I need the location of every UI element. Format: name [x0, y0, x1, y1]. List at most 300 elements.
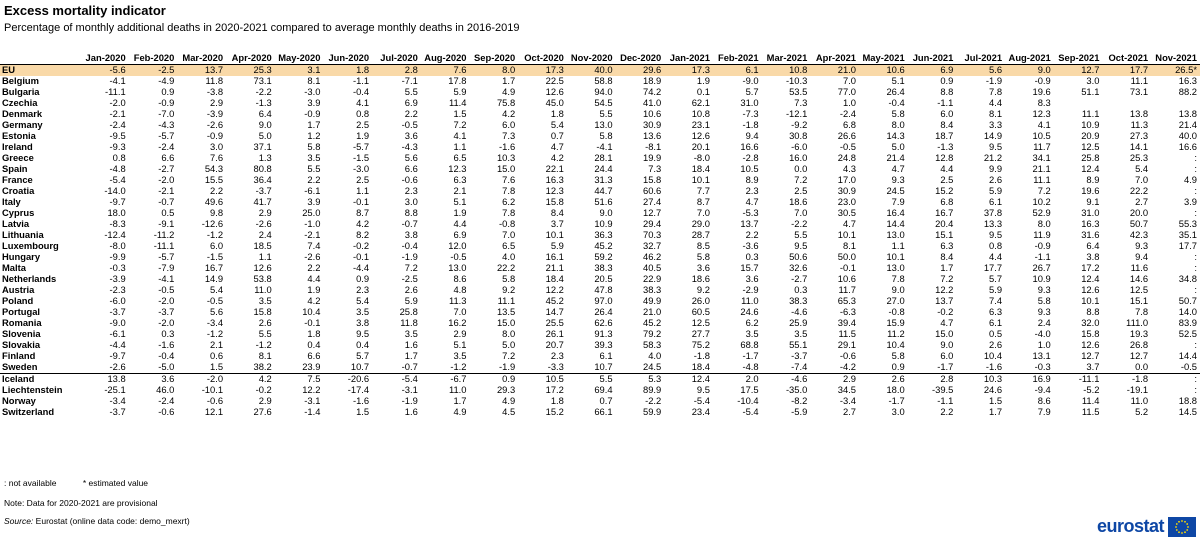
value-cell: -0.1	[352, 197, 370, 208]
table-row	[0, 385, 1200, 396]
value-cell: 12.2	[545, 285, 564, 296]
value-cell: 2.2	[307, 263, 321, 274]
value-cell: 25.0	[302, 208, 321, 219]
value-cell: 2.6	[989, 175, 1003, 186]
table-row	[0, 219, 1200, 230]
value-cell: -0.8	[888, 307, 905, 318]
value-cell: 16.4	[886, 208, 905, 219]
column-header-month: Apr-2021	[810, 52, 859, 65]
value-cell: 97.0	[594, 296, 613, 307]
value-cell: 17.2	[545, 385, 564, 396]
value-cell: 4.1	[356, 98, 370, 109]
country-cell: Spain	[2, 164, 28, 175]
value-cell: 7.2	[453, 120, 467, 131]
value-cell: 25.8	[1081, 153, 1100, 164]
value-cell: 2.9	[810, 374, 859, 386]
value-cell: 12.7	[643, 208, 662, 219]
value-cell: 14.6	[1129, 274, 1149, 285]
value-cell: 34.1	[1032, 153, 1051, 164]
value-cell: -1.8	[742, 120, 759, 131]
value-cell: 11.8	[205, 76, 224, 87]
value-cell: 7.2	[1037, 186, 1051, 197]
value-cell: -2.5	[129, 65, 178, 77]
value-cell: 73.1	[1129, 87, 1149, 98]
country-cell: Norway	[2, 396, 36, 407]
value-cell: 11.4	[1081, 396, 1100, 407]
value-cell: 8.1	[258, 351, 272, 362]
value-cell: -2.4	[839, 109, 856, 120]
value-cell: -12.1	[785, 109, 808, 120]
value-cell: 2.3	[404, 186, 418, 197]
country-cell: Germany	[2, 120, 43, 131]
value-cell: 4.4	[307, 274, 321, 285]
value-cell: 8.8	[404, 208, 418, 219]
value-cell: 58.8	[594, 76, 613, 87]
value-cell: 4.7	[940, 318, 954, 329]
value-cell: 8.3	[1037, 98, 1051, 109]
value-cell: :	[1194, 208, 1197, 219]
value-cell: 39.4	[837, 318, 856, 329]
value-cell: 9.3	[1037, 307, 1051, 318]
value-cell: 1.1	[356, 186, 370, 197]
value-cell: 6.1	[599, 351, 613, 362]
table-row	[0, 142, 1200, 153]
value-cell: -1.1	[352, 76, 370, 87]
value-cell: 5.1	[453, 340, 467, 351]
value-cell: -10.4	[737, 396, 759, 407]
value-cell: -0.1	[352, 252, 370, 263]
value-cell: 1.0	[1037, 340, 1051, 351]
value-cell: 12.3	[448, 164, 467, 175]
value-cell: -8.2	[791, 396, 808, 407]
value-cell: 13.8	[80, 374, 129, 386]
legend-estimated: * estimated value	[82, 478, 149, 488]
value-cell: 9.5	[356, 329, 370, 340]
value-cell: 12.2	[935, 285, 954, 296]
value-cell: -6.1	[304, 186, 321, 197]
value-cell: 1.7	[940, 263, 954, 274]
value-cell: -20.6	[323, 374, 372, 386]
column-header-month: Mar-2020	[177, 52, 226, 65]
value-cell: 17.3	[518, 65, 567, 77]
value-cell: 0.8	[112, 153, 126, 164]
value-cell: 5.9	[550, 241, 564, 252]
value-cell: -0.3	[1034, 362, 1051, 373]
value-cell: 10.6	[859, 65, 908, 77]
value-cell: 20.7	[545, 340, 564, 351]
flag-star	[1178, 520, 1180, 522]
value-cell: 8.2	[356, 230, 370, 241]
value-cell: 21.4	[886, 153, 905, 164]
value-cell: 5.5	[599, 109, 613, 120]
value-cell: -1.1	[937, 98, 954, 109]
value-cell: -0.5	[401, 120, 418, 131]
table-row	[0, 208, 1200, 219]
value-cell: -11.1	[105, 87, 126, 98]
value-cell: 12.7	[1054, 65, 1103, 77]
value-cell: -1.5	[206, 252, 224, 263]
value-cell: 10.8	[762, 65, 811, 77]
country-cell: Luxembourg	[2, 241, 59, 252]
value-cell: -17.4	[347, 385, 370, 396]
value-cell: 9.0	[891, 285, 905, 296]
value-cell: 5.7	[745, 87, 759, 98]
column-header-month: Jul-2020	[372, 52, 421, 65]
table-row	[0, 76, 1200, 87]
column-header-country	[0, 52, 80, 65]
value-cell: 7.9	[891, 197, 905, 208]
value-cell: 8.4	[940, 252, 954, 263]
value-cell: 4.9	[502, 87, 516, 98]
value-cell: 11.7	[838, 285, 856, 296]
flag-star	[1184, 531, 1186, 533]
value-cell: 7.5	[275, 374, 324, 386]
value-cell: 20.4	[935, 219, 954, 230]
value-cell: -6.0	[109, 296, 126, 307]
value-cell: -0.2	[352, 241, 370, 252]
value-cell: 8.4	[940, 120, 954, 131]
value-cell: 10.9	[594, 219, 613, 230]
value-cell: 5.5	[404, 87, 418, 98]
value-cell	[1151, 98, 1200, 109]
column-header-month: Oct-2020	[518, 52, 567, 65]
value-cell: 30.9	[643, 120, 662, 131]
value-cell: 3.3	[989, 120, 1003, 131]
column-header-month: Apr-2020	[226, 52, 275, 65]
value-cell: -3.9	[109, 274, 126, 285]
value-cell: 62.1	[691, 98, 710, 109]
value-cell: 19.6	[1032, 87, 1051, 98]
column-header-month: May-2020	[275, 52, 324, 65]
value-cell: 11.0	[1130, 396, 1149, 407]
value-cell: 6.5	[453, 153, 467, 164]
value-cell: -4.8	[109, 164, 126, 175]
value-cell: 1.2	[307, 131, 321, 142]
value-cell: 2.6	[404, 285, 418, 296]
country-cell: Greece	[2, 153, 34, 164]
value-cell: 38.2	[253, 362, 272, 373]
country-cell: EU	[0, 65, 80, 77]
value-cell: 5.5	[794, 230, 808, 241]
value-cell: 8.0	[502, 329, 516, 340]
value-cell: -1.3	[255, 98, 272, 109]
value-cell: 3.6	[404, 131, 418, 142]
value-cell: 15.1	[1129, 296, 1149, 307]
value-cell: 4.0	[648, 351, 662, 362]
value-cell: -0.8	[499, 219, 516, 230]
value-cell: 11.7	[1033, 142, 1051, 153]
value-cell: -0.9	[304, 109, 321, 120]
value-cell: -2.4	[158, 142, 175, 153]
column-header-month: Dec-2020	[616, 52, 665, 65]
value-cell: 7.6	[502, 175, 516, 186]
value-cell: 10.4	[302, 307, 321, 318]
excess-mortality-table	[0, 52, 1200, 418]
value-cell: 3.7	[550, 219, 564, 230]
value-cell: 4.4	[989, 98, 1003, 109]
country-cell: Italy	[2, 197, 21, 208]
value-cell: 23.4	[691, 407, 710, 418]
value-cell: -2.2	[645, 396, 662, 407]
value-cell: 12.6	[1081, 285, 1100, 296]
page-title: Excess mortality indicator	[4, 3, 166, 18]
value-cell: 0.4	[356, 340, 370, 351]
value-cell: 8.1	[989, 109, 1003, 120]
value-cell: 15.5	[204, 175, 224, 186]
value-cell: 34.8	[1178, 274, 1197, 285]
value-cell: 29.3	[496, 385, 516, 396]
value-cell: 16.2	[448, 318, 467, 329]
country-cell: Cyprus	[2, 208, 35, 219]
table-row	[0, 396, 1200, 407]
flag-star	[1181, 520, 1183, 522]
value-cell: 16.6	[740, 142, 759, 153]
value-cell: 40.5	[643, 263, 662, 274]
value-cell: 2.3	[550, 351, 564, 362]
value-cell: 2.2	[210, 186, 224, 197]
value-cell: -0.4	[158, 351, 175, 362]
value-cell: 12.8	[935, 153, 954, 164]
value-cell: 8.6	[453, 274, 467, 285]
value-cell: 6.6	[161, 153, 175, 164]
table-row-eu	[0, 65, 1200, 77]
value-cell: -4.4	[352, 263, 370, 274]
value-cell: 4.1	[1037, 120, 1051, 131]
value-cell: -0.6	[839, 351, 856, 362]
value-cell: 26.7	[1032, 263, 1051, 274]
value-cell: 2.4	[1037, 318, 1051, 329]
value-cell: 54.3	[204, 164, 224, 175]
value-cell: 11.8	[400, 318, 418, 329]
value-cell: 35.1	[1178, 230, 1197, 241]
country-cell: Estonia	[2, 131, 36, 142]
value-cell: 2.5	[356, 175, 370, 186]
value-cell: -1.6	[352, 396, 370, 407]
value-cell: 1.1	[891, 241, 905, 252]
value-cell: 1.7	[453, 396, 467, 407]
value-cell: 59.9	[643, 407, 662, 418]
value-cell: 9.0	[1005, 65, 1054, 77]
value-cell: 51.6	[594, 197, 613, 208]
value-cell: -1.1	[1034, 252, 1051, 263]
value-cell: 88.2	[1178, 87, 1197, 98]
value-cell: 17.0	[837, 175, 856, 186]
value-cell: -3.7	[109, 307, 126, 318]
value-cell: 7.8	[502, 186, 516, 197]
value-cell: 31.0	[740, 98, 759, 109]
value-cell: 10.1	[691, 175, 710, 186]
value-cell: 0.9	[470, 374, 519, 386]
value-cell: -9.9	[109, 252, 126, 263]
value-cell: 0.1	[696, 87, 710, 98]
value-cell: 6.2	[745, 318, 759, 329]
value-cell: -14.0	[104, 186, 126, 197]
value-cell: -5.4	[109, 175, 126, 186]
value-cell: 37.8	[983, 208, 1003, 219]
value-cell: 1.7	[404, 351, 418, 362]
value-cell: -3.7	[158, 307, 175, 318]
value-cell: 6.1	[989, 318, 1003, 329]
value-cell: 8.1	[842, 241, 856, 252]
value-cell: 5.4	[1135, 164, 1149, 175]
value-cell: 9.0	[258, 120, 272, 131]
value-cell: 6.4	[258, 109, 272, 120]
value-cell: -5.3	[742, 208, 759, 219]
value-cell: 1.5	[356, 407, 370, 418]
value-cell: 18.8	[1178, 396, 1197, 407]
value-cell: 13.8	[1178, 109, 1197, 120]
value-cell: 55.1	[789, 340, 808, 351]
value-cell: 5.4	[550, 120, 564, 131]
value-cell: -5.7	[158, 131, 175, 142]
value-cell: 10.5	[518, 374, 567, 386]
value-cell: 27.3	[1129, 131, 1149, 142]
value-cell: 12.6	[1081, 340, 1100, 351]
value-cell: 44.7	[594, 186, 613, 197]
value-cell: 8.9	[1086, 175, 1100, 186]
value-cell: 1.5	[989, 396, 1003, 407]
legend-not-available: : not available	[4, 478, 57, 488]
value-cell: 79.2	[643, 329, 662, 340]
value-cell: 24.6	[983, 385, 1003, 396]
value-cell: -2.1	[304, 230, 321, 241]
value-cell: 16.7	[204, 263, 224, 274]
country-cell: Austria	[2, 285, 35, 296]
value-cell: -2.6	[304, 252, 321, 263]
value-cell: 6.0	[940, 351, 954, 362]
value-cell: 22.9	[643, 274, 662, 285]
value-cell: -1.8	[693, 351, 710, 362]
eurostat-logo	[1097, 516, 1196, 537]
value-cell: 7.6	[210, 153, 224, 164]
value-cell: 2.0	[713, 374, 762, 386]
value-cell: 0.3	[794, 285, 808, 296]
value-cell: -0.5	[158, 285, 175, 296]
value-cell: :	[1194, 153, 1197, 164]
country-cell: Slovenia	[2, 329, 41, 340]
value-cell: 20.1	[691, 142, 710, 153]
value-cell: 4.2	[550, 153, 564, 164]
column-header-month: Sep-2021	[1054, 52, 1103, 65]
value-cell: 9.0	[599, 208, 613, 219]
value-cell: 9.9	[989, 164, 1003, 175]
value-cell: 8.7	[696, 197, 710, 208]
value-cell: 11.1	[1081, 109, 1100, 120]
column-header-month: May-2021	[859, 52, 908, 65]
value-cell: 24.8	[837, 153, 856, 164]
value-cell: 8.9	[745, 175, 759, 186]
value-cell: 45.2	[643, 318, 662, 329]
value-cell: -3.4	[206, 318, 224, 329]
value-cell: 7.8	[989, 87, 1003, 98]
value-cell: -9.4	[1034, 385, 1051, 396]
value-cell: 23.9	[302, 362, 321, 373]
value-cell: 3.5	[307, 153, 321, 164]
value-cell: 59.2	[594, 252, 613, 263]
value-cell: 19.9	[643, 153, 662, 164]
country-cell: Portugal	[2, 307, 41, 318]
value-cell: 11.0	[254, 285, 272, 296]
value-cell: 69.4	[594, 385, 613, 396]
value-cell: 19.6	[1081, 186, 1100, 197]
value-cell: 2.2	[307, 175, 321, 186]
value-cell: -5.9	[791, 407, 808, 418]
value-cell: -1.9	[401, 396, 418, 407]
value-cell: 16.6	[1178, 142, 1197, 153]
value-cell: 0.9	[161, 87, 175, 98]
value-cell: 25.3	[1129, 153, 1149, 164]
value-cell: 3.0	[404, 197, 418, 208]
value-cell: -5.6	[80, 65, 129, 77]
value-cell: 1.9	[696, 76, 710, 87]
value-cell: 4.2	[356, 219, 370, 230]
value-cell: 37.1	[253, 142, 272, 153]
value-cell: 25.8	[399, 307, 418, 318]
value-cell: 32.0	[1081, 318, 1100, 329]
value-cell: 18.4	[691, 164, 710, 175]
value-cell: 3.0	[210, 142, 224, 153]
value-cell: 18.9	[643, 76, 662, 87]
country-cell: Iceland	[0, 374, 80, 386]
value-cell: -9.0	[742, 76, 759, 87]
value-cell: 3.8	[404, 230, 418, 241]
value-cell: 1.8	[307, 329, 321, 340]
value-cell: 75.8	[496, 98, 516, 109]
column-header-month: Jun-2021	[908, 52, 957, 65]
value-cell: -5.4	[693, 396, 710, 407]
value-cell: 12.6	[545, 87, 564, 98]
value-cell: 10.6	[837, 274, 856, 285]
value-cell: 4.4	[453, 219, 467, 230]
value-cell: -5.4	[742, 407, 759, 418]
value-cell: 9.5	[794, 241, 808, 252]
country-cell: Sweden	[2, 362, 38, 373]
value-cell: 15.8	[643, 175, 662, 186]
column-header-month: Aug-2021	[1005, 52, 1054, 65]
value-cell: 4.2	[307, 296, 321, 307]
value-cell: 2.1	[453, 186, 467, 197]
value-cell: 22.5	[545, 76, 564, 87]
value-cell: 7.2	[940, 274, 954, 285]
value-cell: -6.0	[791, 142, 808, 153]
value-cell: 9.5	[989, 230, 1003, 241]
value-cell: 23.1	[691, 120, 710, 131]
value-cell: 5.5	[567, 374, 616, 386]
value-cell: 17.7	[1102, 65, 1151, 77]
value-cell: 13.0	[448, 263, 467, 274]
table-row	[0, 274, 1200, 285]
value-cell: 5.4	[356, 296, 370, 307]
value-cell: 16.0	[789, 153, 808, 164]
value-cell: -0.4	[352, 87, 370, 98]
value-cell: 13.1	[1032, 351, 1051, 362]
value-cell: 16.3	[1178, 76, 1197, 87]
value-cell: 21.4	[1178, 120, 1197, 131]
value-cell: 11.3	[1130, 120, 1149, 131]
value-cell: -7.1	[401, 76, 418, 87]
value-cell: 10.7	[594, 362, 613, 373]
value-cell: 31.0	[1081, 208, 1100, 219]
value-cell: 0.5	[989, 329, 1003, 340]
value-cell: 11.5	[1081, 407, 1100, 418]
value-cell: 6.5	[502, 241, 516, 252]
value-cell: 18.0	[886, 385, 905, 396]
value-cell: 4.9	[1183, 175, 1197, 186]
value-cell: -8.0	[109, 241, 126, 252]
value-cell: 26.4	[594, 307, 613, 318]
value-cell: 7.0	[502, 230, 516, 241]
value-cell: -2.4	[109, 120, 126, 131]
